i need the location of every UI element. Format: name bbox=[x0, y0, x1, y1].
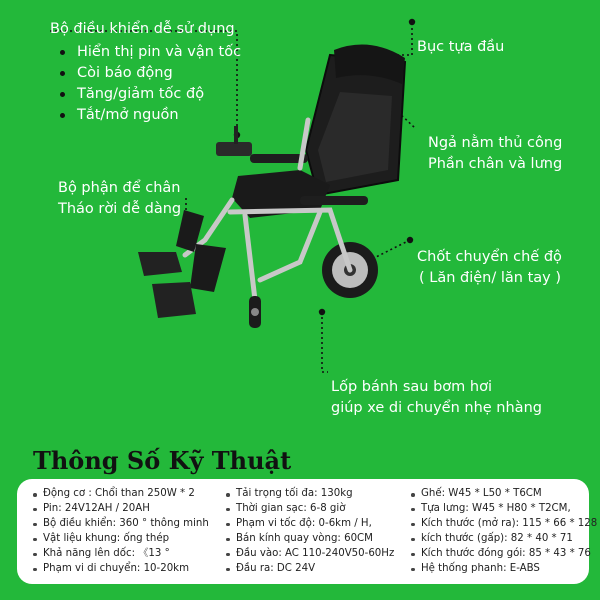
armrest-right bbox=[300, 196, 368, 205]
leader-dot-mode bbox=[407, 237, 413, 243]
spec-item: Tải trọng tối đa: 130kg bbox=[224, 487, 394, 502]
spec-item: Phạm vi di chuyển: 10-20km bbox=[31, 562, 209, 577]
rear-tire-line-2: giúp xe di chuyển nhẹ nhàng bbox=[331, 400, 542, 416]
specs-column-3 bbox=[409, 487, 597, 576]
front-caster bbox=[249, 296, 261, 328]
footplate-front bbox=[138, 252, 182, 276]
spec-item: kích thước (gấp): 82 * 40 * 71 bbox=[409, 532, 597, 547]
spec-item: Pin: 24V12AH / 20AH bbox=[31, 502, 209, 517]
footrest-line-2: Tháo rời dễ dàng bbox=[58, 201, 182, 217]
controller-feature-list bbox=[50, 42, 241, 126]
rear-tire-leader bbox=[322, 312, 328, 372]
spec-item: Phạm vi tốc độ: 0-6km / H, bbox=[224, 517, 394, 532]
spec-item: Kích thước đóng gói: 85 * 43 * 76 bbox=[409, 547, 597, 562]
specs-title: Thông Số Kỹ Thuật bbox=[33, 446, 292, 475]
spec-item: Ghế: W45 * L50 * T6CM bbox=[409, 487, 597, 502]
spec-item: Động cơ : Chổi than 250W * 2 bbox=[31, 487, 209, 502]
specs-column-1 bbox=[31, 487, 209, 576]
recline-line-2: Phần chân và lưng bbox=[428, 156, 563, 172]
recline-line-1: Ngả nằm thủ công bbox=[428, 135, 563, 151]
recline-annotation bbox=[428, 133, 562, 175]
spec-item: Đầu ra: DC 24V bbox=[224, 562, 394, 577]
list-item: Còi báo động bbox=[50, 63, 241, 84]
list-item: Tăng/giảm tốc độ bbox=[50, 84, 241, 105]
mode-switch-line-1: Chốt chuyển chế độ bbox=[417, 249, 562, 265]
leader-dot-tire bbox=[319, 309, 325, 315]
footplate-rear bbox=[152, 282, 196, 318]
mode-switch-annotation bbox=[417, 247, 562, 289]
specs-column-2 bbox=[224, 487, 394, 576]
controller-annotation-title: Bộ điều khiển dễ sử dụng bbox=[50, 21, 235, 37]
mode-switch-line-2: ( Lăn điện/ lăn tay ) bbox=[419, 270, 561, 286]
headrest-annotation: Bục tựa đầu bbox=[417, 39, 505, 55]
spec-item: Vật liệu khung: ống thép bbox=[31, 532, 209, 547]
spec-item: Hệ thống phanh: E-ABS bbox=[409, 562, 597, 577]
list-item: Tắt/mở nguồn bbox=[50, 105, 241, 126]
spec-item: Bán kính quay vòng: 60CM bbox=[224, 532, 394, 547]
rear-tire-annotation bbox=[331, 377, 542, 419]
spec-item: Kích thước (mở ra): 115 * 66 * 128 bbox=[409, 517, 597, 532]
footrest-line-1: Bộ phận để chân bbox=[58, 180, 181, 196]
spec-item: Bộ điều khiển: 360 ° thông minh bbox=[31, 517, 209, 532]
joystick-controller bbox=[216, 142, 252, 156]
footrest-annotation bbox=[58, 178, 181, 220]
leader-dot-headrest bbox=[409, 19, 415, 25]
controller-annotation bbox=[50, 19, 241, 126]
spec-item: Đầu vào: AC 110-240V50-60Hz bbox=[224, 547, 394, 562]
rear-tire-line-1: Lốp bánh sau bơm hơi bbox=[331, 379, 492, 395]
spec-item: Thời gian sạc: 6-8 giờ bbox=[224, 502, 394, 517]
spec-item: Khả năng lên dốc: 《13 ° bbox=[31, 547, 209, 562]
list-item: Hiển thị pin và vận tốc bbox=[50, 42, 241, 63]
leg-rest-right bbox=[190, 244, 226, 292]
spec-item: Tựa lưng: W45 * H80 * T2CM, bbox=[409, 502, 597, 517]
